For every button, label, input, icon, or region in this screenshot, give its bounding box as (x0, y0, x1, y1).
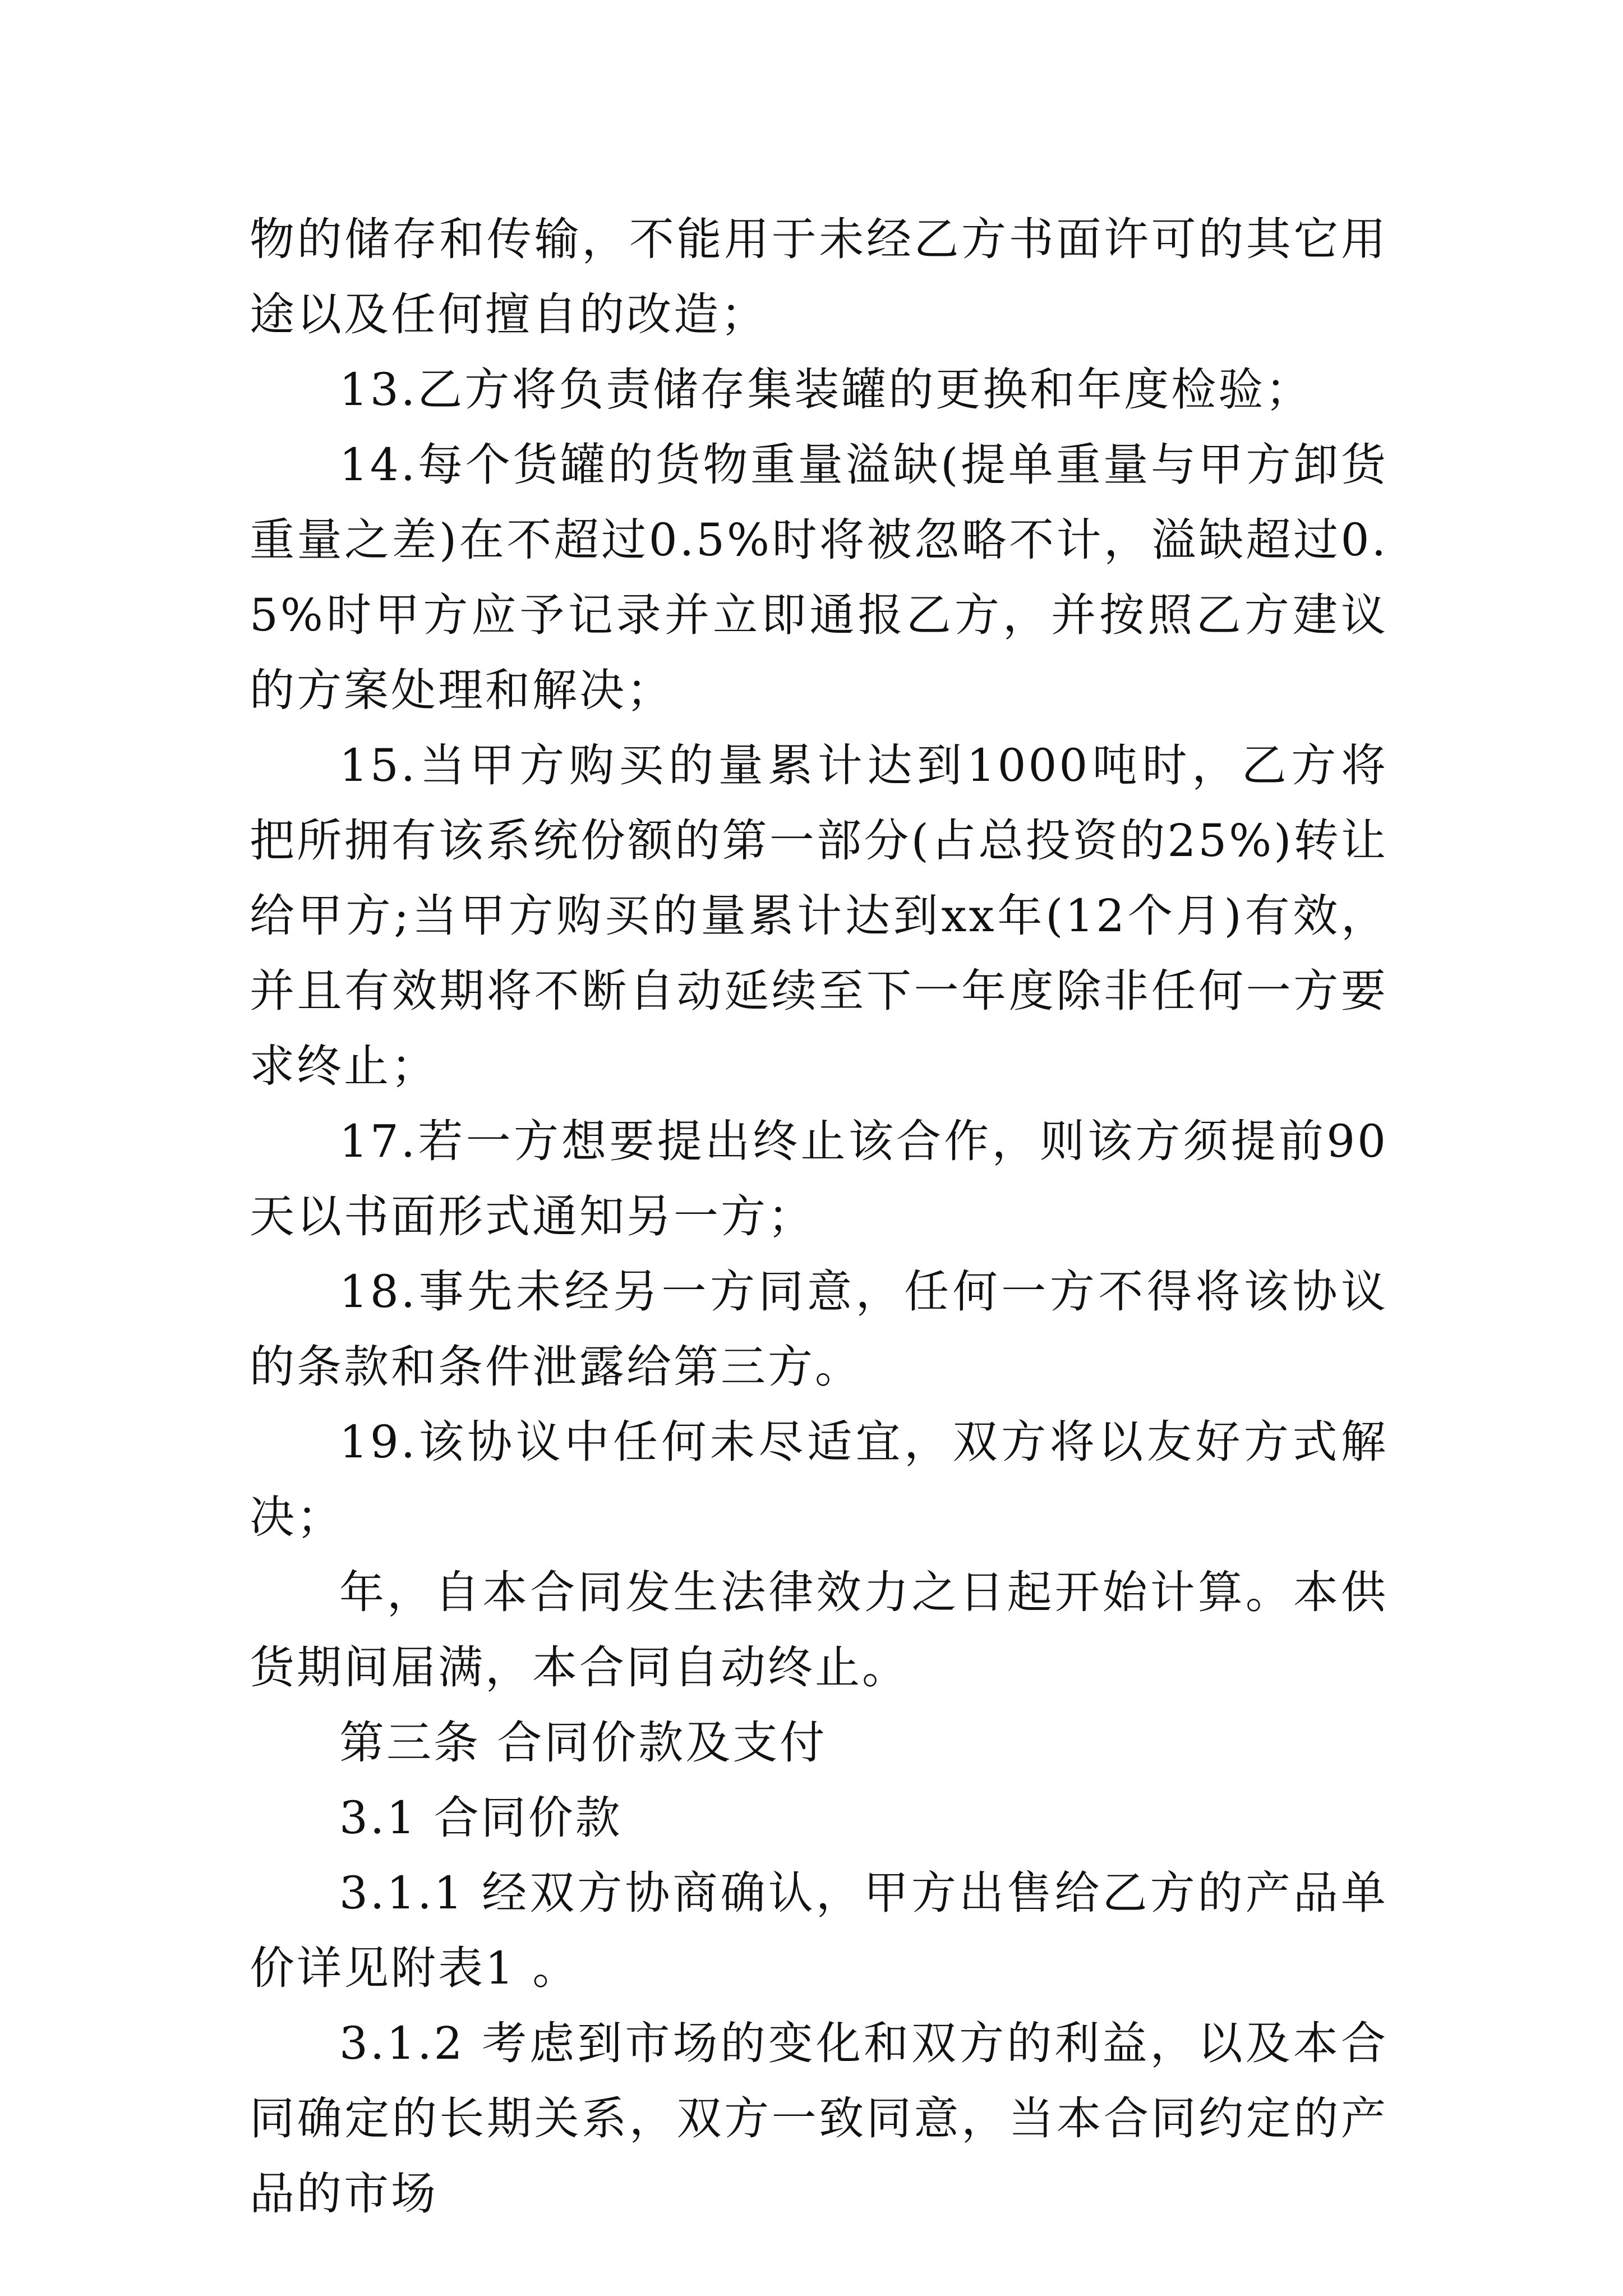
paragraph-storage-use: 物的储存和传输，不能用于未经乙方书面许可的其它用途以及任何擅自的改造； (250, 213, 1388, 341)
paragraph-3-1-2: 3.1.2 考虑到市场的变化和双方的利益，以及本合同确定的长期关系，双方一致同意，当本合同约定的产品的市场 (250, 2017, 1388, 2220)
paragraph-3-1-1: 3.1.1 经双方协商确认，甲方出售给乙方的产品单价详见附表1 。 (250, 1867, 1388, 1994)
paragraph-clause-18: 18.事先未经另一方同意，任何一方不得将该协议的条款和条件泄露给第三方。 (250, 1266, 1388, 1393)
paragraph-clause-19: 19.该协议中任何未尽适宜，双方将以友好方式解决； (250, 1416, 1388, 1543)
paragraph-supply-period: 年，自本合同发生法律效力之日起开始计算。本供货期间届满，本合同自动终止。 (250, 1566, 1388, 1694)
section-heading-article-3: 第三条 合同价款及支付 (339, 1717, 827, 1769)
paragraph-clause-14: 14.每个货罐的货物重量溢缺(提单重量与甲方卸货重量之差)在不超过0.5%时将被忽略不计，溢缺超过0.5%时甲方应予记录并立即通报乙方，并按照乙方建议的方案处理和解决； (250, 439, 1388, 716)
paragraph-clause-13: 13.乙方将负责储存集装罐的更换和年度检验； (339, 364, 1313, 416)
document-body (250, 202, 1388, 2231)
subsection-heading-3-1: 3.1 合同价款 (339, 1792, 623, 1844)
paragraph-clause-17: 17.若一方想要提出终止该合作，则该方须提前90天以书面形式通知另一方； (250, 1115, 1388, 1243)
paragraph-clause-15: 15.当甲方购买的量累计达到1000吨时，乙方将把所拥有该系统份额的第一部分(占总投资的25%)转让给甲方;当甲方购买的量累计达到xx年(12个月)有效，并且有效期将不断自动延续至下一年度除非任何一方要求终止； (250, 739, 1388, 1092)
